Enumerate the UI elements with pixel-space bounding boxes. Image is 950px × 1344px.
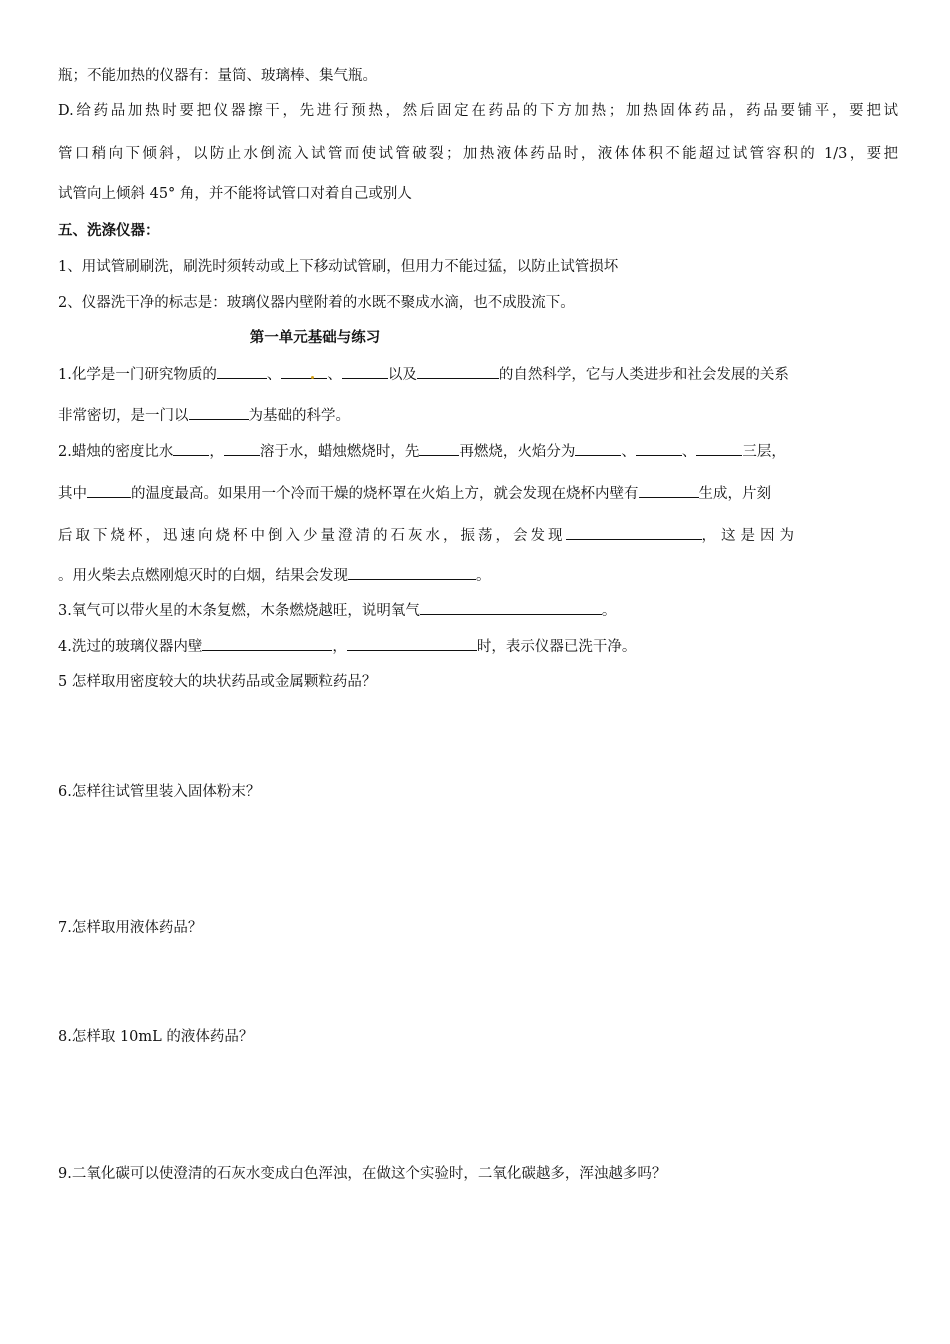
q2-text-f: 、 [681, 444, 697, 460]
question-2-line-4 [58, 565, 898, 585]
text-line-washing-2: 2、仪器洗干净的标志是：玻璃仪器内壁附着的水既不聚成水滴，也不成股流下。 [58, 295, 575, 311]
text-line-instruments: 瓶；不能加热的仪器有：量筒、玻璃棒、集气瓶。 [58, 68, 377, 84]
q2-text-k: 后取下烧杯，迅速向烧杯中倒入少量澄清的石灰水，振荡，会发现 [58, 528, 566, 544]
q1-blank-2[interactable] [281, 364, 327, 379]
q2-text-i: 的温度最高。如果用一个冷而干燥的烧杯罩在火焰上方，就会发现在烧杯内壁有 [131, 486, 639, 502]
q4-blank-2[interactable] [347, 636, 477, 651]
q2-blank-2[interactable] [224, 441, 260, 456]
q2-text-m: 。用火柴去点燃刚熄灭时的白烟，结果会发现 [58, 568, 348, 584]
q1-text-b: 、 [266, 367, 282, 383]
question-1-line-2 [58, 405, 898, 425]
q1-blank-5[interactable] [189, 405, 249, 420]
q2-text-e: 、 [621, 444, 636, 460]
question-6: 6.怎样往试管里装入固体粉末？ [58, 784, 261, 800]
q2-blank-8[interactable] [639, 483, 699, 498]
q1-text-c: 、 [327, 367, 342, 383]
q1-blank-3[interactable] [342, 364, 388, 379]
question-7: 7.怎样取用液体药品？ [58, 920, 203, 936]
question-8: 8.怎样取 10mL 的液体药品？ [58, 1029, 254, 1045]
q3-blank-1[interactable] [420, 600, 602, 615]
q2-blank-1[interactable] [173, 441, 209, 456]
question-2-line-3 [58, 525, 898, 545]
text-line-heating-1: D.给药品加热时要把仪器擦干，先进行预热，然后固定在药品的下方加热；加热固体药品，药品要铺平，要把试 [58, 103, 898, 119]
question-5: 5 怎样取用密度较大的块状药品或金属颗粒药品？ [58, 674, 377, 690]
question-2-line-2 [58, 483, 898, 503]
question-1-line-1 [58, 364, 898, 384]
q2-blank-3[interactable] [419, 441, 459, 456]
q4-blank-1[interactable] [202, 636, 332, 651]
q4-text-b: ， [332, 639, 347, 655]
q1-text-d: 以及 [387, 367, 417, 383]
exercise-title: 第一单元基础与练习 [249, 330, 381, 346]
q2-blank-7[interactable] [87, 483, 131, 498]
q4-text-c: 时，表示仪器已洗干净。 [476, 639, 637, 655]
q1-blank-4[interactable] [417, 364, 499, 379]
q2-blank-6[interactable] [696, 441, 742, 456]
question-2-line-1 [58, 441, 898, 461]
q2-text-l: ，这是因为 [701, 528, 799, 544]
q3-text-b: 。 [601, 603, 617, 619]
q2-text-n: 。 [476, 568, 491, 584]
q2-blank-4[interactable] [575, 441, 621, 456]
q2-text-c: 溶于水，蜡烛燃烧时，先 [259, 444, 420, 460]
text-line-washing-1: 1、用试管刷刷洗，刷洗时须转动或上下移动试管刷，但用力不能过猛，以防止试管损坏 [58, 259, 619, 275]
q3-text-a: 3.氧气可以带火星的木条复燃，木条燃烧越旺，说明氧气 [58, 603, 420, 619]
question-9: 9.二氧化碳可以使澄清的石灰水变成白色浑浊，在做这个实验时，二氧化碳越多，浑浊越多吗？ [58, 1166, 667, 1182]
q2-text-a: 2.蜡烛的密度比水 [58, 444, 174, 460]
q1-text-f: 非常密切，是一门以 [58, 408, 189, 424]
question-3 [58, 600, 898, 620]
q2-text-j: 生成，片刻 [698, 486, 771, 502]
q2-text-h: 其中 [58, 486, 87, 502]
q2-text-d: 再燃烧，火焰分为 [459, 444, 576, 460]
q4-text-a: 4.洗过的玻璃仪器内壁 [58, 639, 203, 655]
q2-text-g: 三层， [742, 444, 786, 460]
q2-text-b: ， [209, 444, 224, 460]
text-line-heating-3: 试管向上倾斜 45° 角，并不能将试管口对着自己或别人 [58, 186, 412, 202]
q1-text-a: 1.化学是一门研究物质的 [58, 367, 217, 383]
text-line-heating-2: 管口稍向下倾斜，以防止水倒流入试管而使试管破裂；加热液体药品时，液体体积不能超过试管容积的 1/3，要把 [58, 146, 898, 162]
q2-blank-5[interactable] [636, 441, 682, 456]
q1-text-g: 为基础的科学。 [248, 408, 350, 424]
section-heading-washing: 五、洗涤仪器： [58, 223, 160, 239]
question-4 [58, 636, 898, 656]
q1-blank-1[interactable] [217, 364, 267, 379]
q1-text-e: 的自然科学，它与人类进步和社会发展的关系 [498, 367, 789, 383]
q2-blank-10[interactable] [348, 565, 476, 580]
q2-blank-9[interactable] [566, 525, 702, 540]
stray-dot-mark [311, 376, 314, 379]
